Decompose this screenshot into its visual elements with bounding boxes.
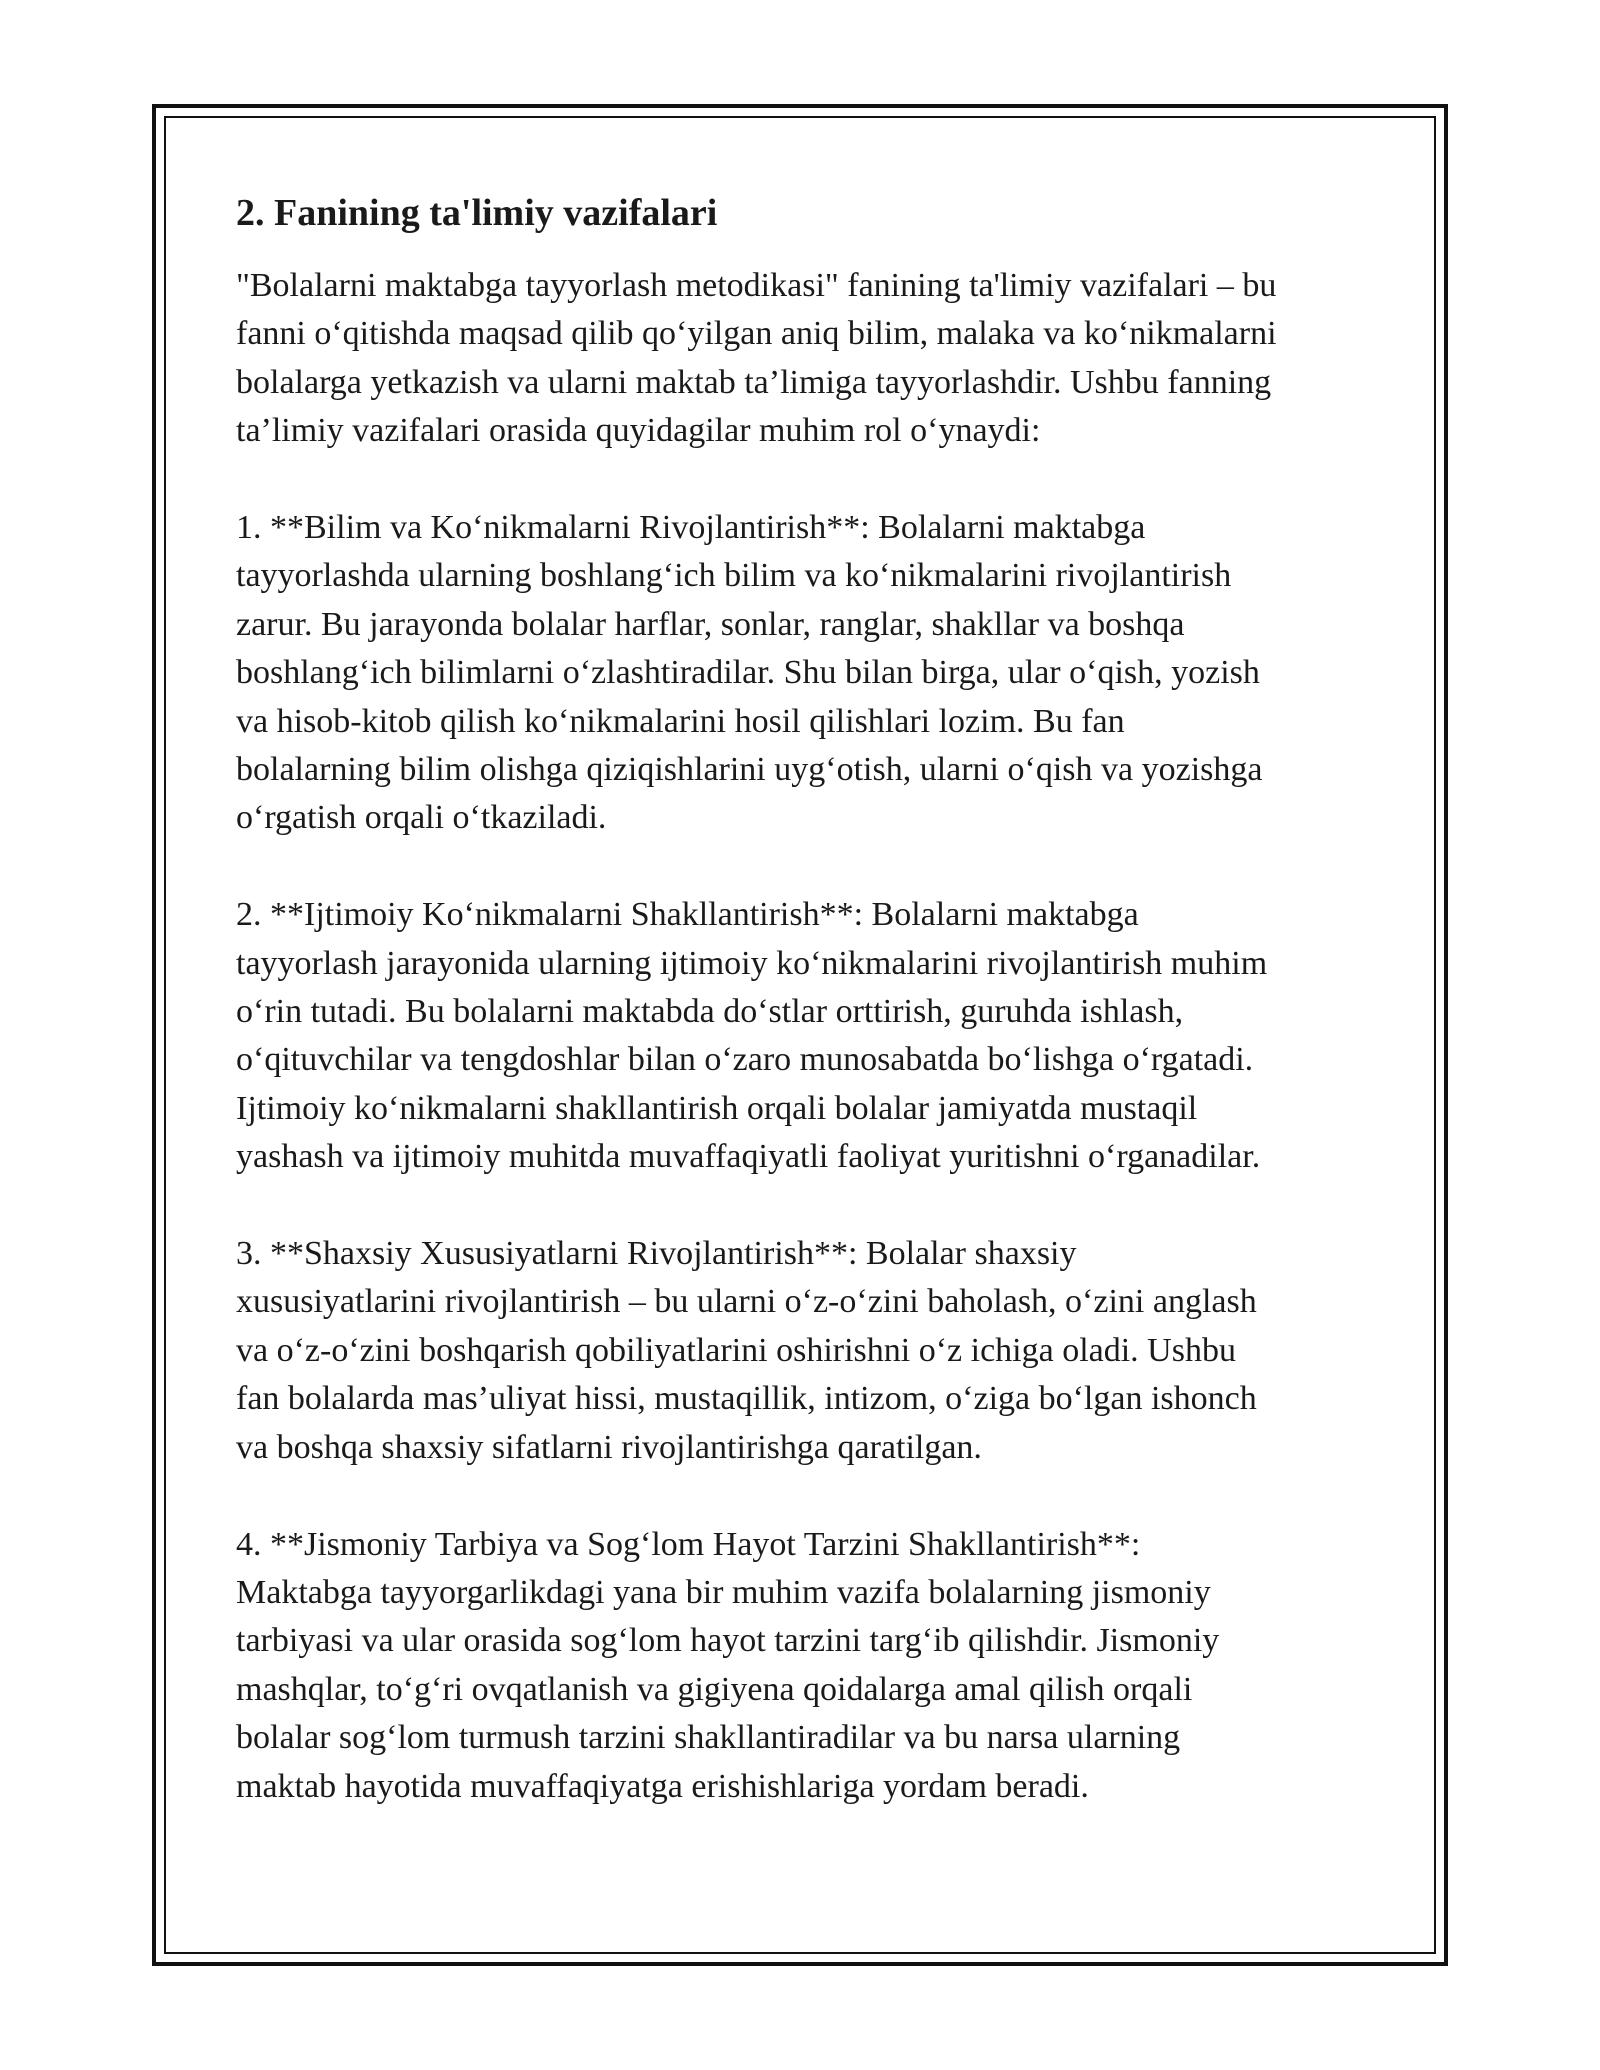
- paragraph-item-2: 2. **Ijtimoiy Ko‘nikmalarni Shakllantirish**: Bolalarni maktabga tayyorlash jarayonida ularning ijtimoiy ko‘nikmalarini rivojlantirish muhim o‘rin tutadi. Bu bolalarni maktabda do‘stlar orttirish, guruhda ishlash, o‘qituvchilar va tengdoshlar bilan o‘zaro munosabatda bo‘lishga o‘rgatadi. Ijtimoiy ko‘nikmalarni shakllantirish orqali bolalar jamiyatda mustaqil yashash va ijtimoiy muhitda muvaffaqiyatli faoliyat yuritishni o‘rganadilar.: [236, 896, 1268, 1176]
- paragraph-item-3: 3. **Shaxsiy Xususiyatlarni Rivojlantirish**: Bolalar shaxsiy xususiyatlarini rivojlantirish – bu ularni o‘z-o‘zini baholash, o‘zini anglash va o‘z-o‘zini boshqarish qobiliyatlarini oshirishni o‘z ichiga oladi. Ushbu fan bolalarda mas’uliyat hissi, mustaqillik, intizom, o‘ziga bo‘lgan ishonch va boshqa shaxsiy sifatlarni rivojlantirishga qaratilgan.: [236, 1235, 1257, 1466]
- document-body: [236, 190, 1366, 1859]
- intro-paragraph: "Bolalarni maktabga tayyorlash metodikasi" fanining ta'limiy vazifalari – bu fanni o‘qitishda maqsad qilib qo‘yilgan aniq bilim, malaka va ko‘nikmalarni bolalarga yetkazish va ularni maktab ta’limiga tayyorlashdir. Ushbu fanning ta’limiy vazifalari orasida quyidagilar muhim rol o‘ynaydi:: [236, 267, 1277, 450]
- paragraph-item-4: 4. **Jismoniy Tarbiya va Sog‘lom Hayot Tarzini Shakllantirish**: Maktabga tayyorgarlikdagi yana bir muhim vazifa bolalarning jismoniy tarbiyasi va ular orasida sog‘lom hayot tarzini targ‘ib qilishdir. Jismoniy mashqlar, to‘g‘ri ovqatlanish va gigiyena qoidalarga amal qilish orqali bolalar sog‘lom turmush tarzini shakllantiradilar va bu narsa ularning maktab hayotida muvaffaqiyatga erishishlariga yordam beradi.: [236, 1525, 1220, 1805]
- paragraph-item-1: 1. **Bilim va Ko‘nikmalarni Rivojlantirish**: Bolalarni maktabga tayyorlashda ularning boshlang‘ich bilim va ko‘nikmalarini rivojlantirish zarur. Bu jarayonda bolalar harflar, sonlar, ranglar, shakllar va boshqa boshlang‘ich bilimlarni o‘zlashtiradilar. Shu bilan birga, ular o‘qish, yozish va hisob-kitob qilish ko‘nikmalarini hosil qilishlari lozim. Bu fan bolalarning bilim olishga qiziqishlarini uyg‘otish, ularni o‘qish va yozishga o‘rgatish orqali o‘tkaziladi.: [236, 509, 1263, 837]
- section-title: 2. Fanining ta'limiy vazifalari: [236, 192, 718, 234]
